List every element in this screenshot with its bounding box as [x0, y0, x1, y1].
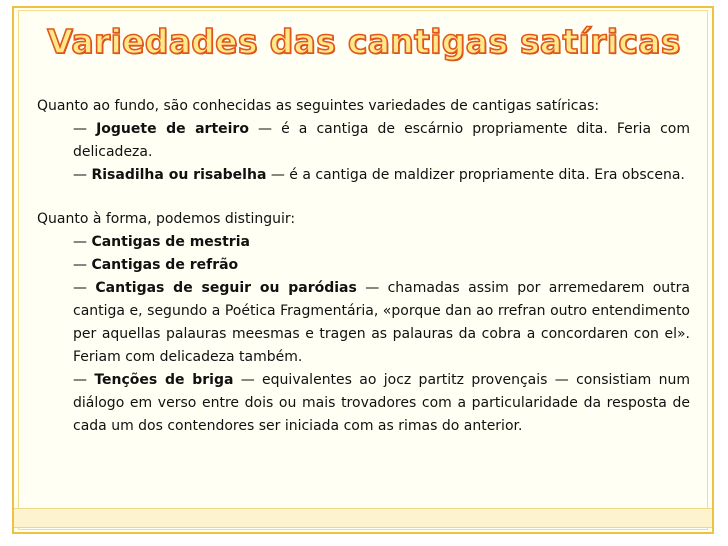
item-term: Cantigas de mestria [91, 234, 250, 250]
section1-item-risadilha [73, 164, 690, 187]
item-term: Tenções de briga [94, 372, 234, 388]
section1-intro: Quanto ao fundo, são conhecidas as seguintes variedades de cantigas satíricas: [37, 98, 600, 114]
section2-item-tencoes [73, 369, 690, 438]
section-gap [37, 187, 690, 208]
item-term: Risadilha ou risabelha [91, 167, 267, 183]
section2-intro: Quanto à forma, podemos distinguir: [37, 211, 296, 227]
item-dash: — [73, 257, 92, 273]
section2-item-mestria [73, 231, 690, 254]
slide-content [37, 95, 690, 438]
item-term: Joguete de arteiro [96, 121, 249, 137]
item-text: — equivalentes ao jocz partitz provençais — consistiam num diálogo em verso entre dois ou mais trovadores com a particularidade da resposta de cada um dos contendores ser iniciada com as rimas do anterior. [73, 372, 690, 434]
item-text: — é a cantiga de escárnio propriamente dita. Feria com delicadeza. [73, 121, 690, 160]
section2-item-seguir [73, 277, 690, 369]
slide-title: Variedades das cantigas satíricas [47, 22, 681, 61]
section1-item-joguete [73, 118, 690, 164]
item-term: Cantigas de refrão [91, 257, 239, 273]
bottom-decorative-bar [14, 508, 712, 528]
item-text: — é a cantiga de maldizer propriamente dita. Era obscena. [266, 167, 685, 183]
item-dash: — [73, 121, 97, 137]
item-dash: — [73, 234, 92, 250]
item-dash: — [73, 280, 96, 296]
item-term: Cantigas de seguir ou paródias [95, 280, 357, 296]
section2-item-refrao [73, 254, 690, 277]
item-dash: — [73, 167, 92, 183]
item-text: — chamadas assim por arremedarem outra cantiga e, segundo a Poética Fragmentária, «porque dan ao rrefran outro entendimento per aquellas palauras meesmas e tragen as palauras da cobra a concordaren con el». Feriam com delicadeza também. [73, 280, 690, 365]
item-dash: — [73, 372, 95, 388]
